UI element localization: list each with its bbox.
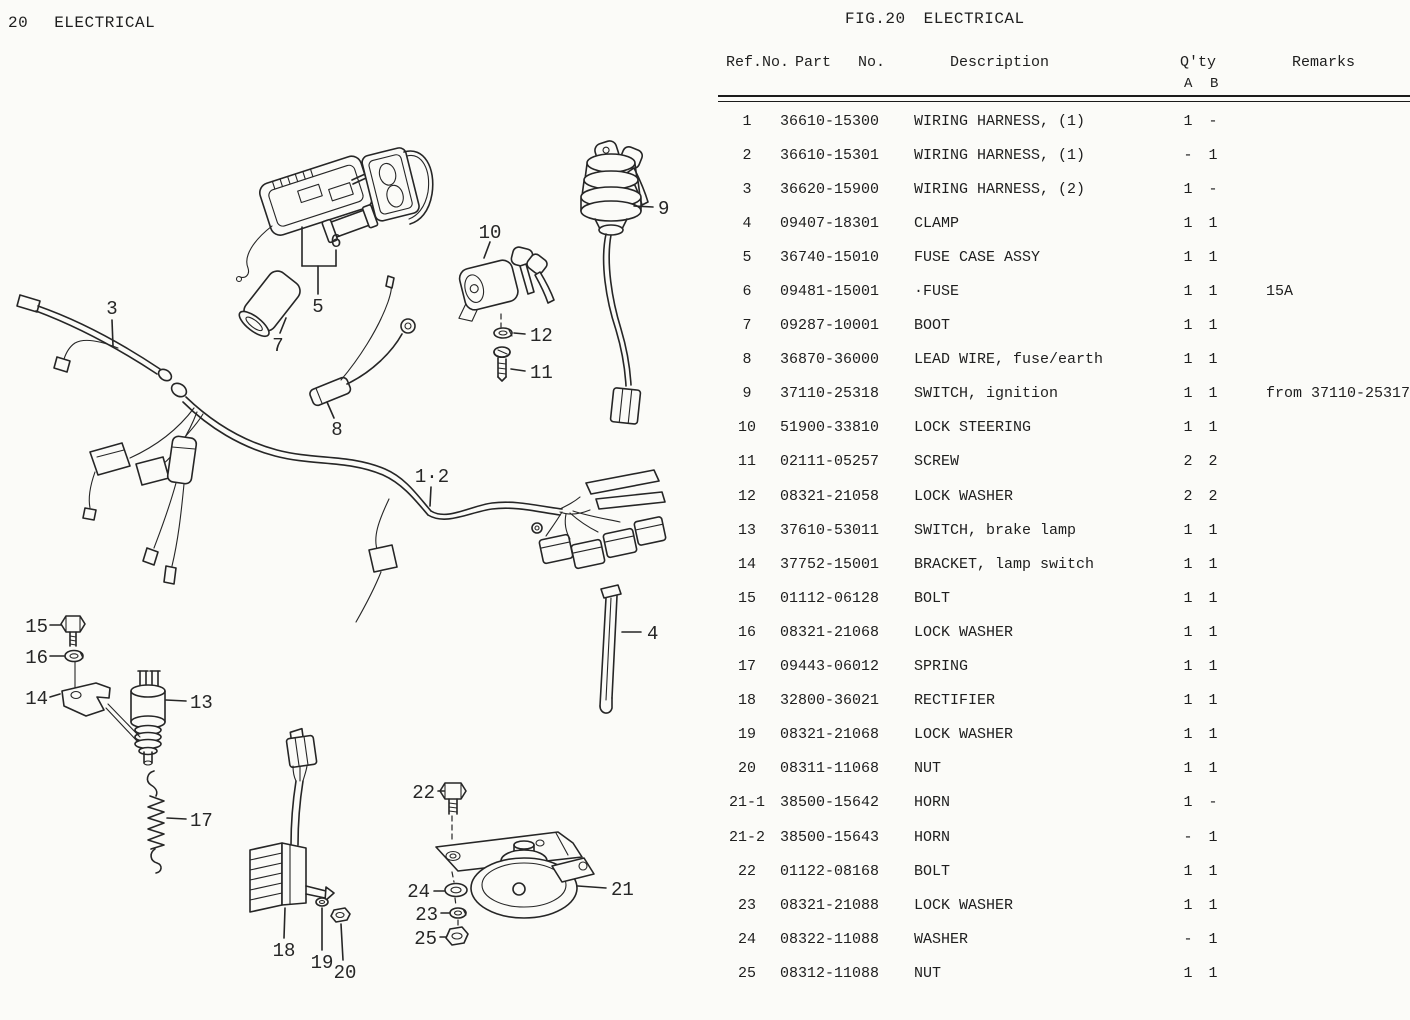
table-row bbox=[718, 956, 1410, 990]
qty-b-cell: 1 bbox=[1208, 896, 1218, 914]
qty-b-cell: 1 bbox=[1208, 964, 1218, 982]
part-no-cell: 51900-33810 bbox=[780, 419, 880, 437]
qty-a-cell: - bbox=[1183, 146, 1193, 164]
part-no-cell: 38500-15643 bbox=[780, 828, 880, 846]
description-cell: NUT bbox=[914, 964, 942, 982]
qty-a-cell: 1 bbox=[1183, 794, 1193, 812]
ref-no-cell: 5 bbox=[742, 248, 752, 266]
callout-3: 3 bbox=[106, 298, 118, 320]
ref-no-cell: 6 bbox=[742, 283, 752, 301]
part-no-cell: 01122-08168 bbox=[780, 862, 880, 880]
lock-washer-part12 bbox=[494, 328, 512, 338]
callout-20: 20 bbox=[333, 962, 357, 984]
part-no-cell: 08311-11068 bbox=[780, 760, 880, 778]
ref-no-cell: 20 bbox=[737, 760, 756, 778]
qty-b-cell: 1 bbox=[1208, 248, 1218, 266]
callout-14: 14 bbox=[25, 688, 48, 710]
qty-b-cell: - bbox=[1208, 794, 1218, 812]
ref-no-cell: 15 bbox=[737, 589, 756, 607]
description-cell: HORN bbox=[914, 828, 951, 846]
bracket-part14 bbox=[62, 683, 140, 741]
col-header-remarks: Remarks bbox=[1292, 54, 1356, 71]
callout-25: 25 bbox=[414, 928, 437, 950]
description-cell: SWITCH, ignition bbox=[914, 385, 1059, 403]
qty-b-cell: 1 bbox=[1208, 726, 1218, 744]
part-no-cell: 01112-06128 bbox=[780, 589, 880, 607]
fuse-case-assy-part5 bbox=[237, 146, 433, 281]
table-row bbox=[718, 309, 1410, 343]
ref-no-cell: 13 bbox=[737, 521, 756, 539]
part-no-cell: 02111-05257 bbox=[780, 453, 880, 471]
table-row bbox=[718, 206, 1410, 240]
col-subheader-qty-a: A bbox=[1184, 76, 1193, 92]
callout-19: 19 bbox=[310, 952, 334, 974]
part-no-cell: 08321-21068 bbox=[780, 726, 880, 744]
qty-b-cell: - bbox=[1208, 112, 1218, 130]
ref-no-cell: 14 bbox=[737, 555, 756, 573]
description-cell: SWITCH, brake lamp bbox=[914, 521, 1077, 539]
part-no-cell: 09407-18301 bbox=[780, 214, 880, 232]
description-cell: WIRING HARNESS, (1) bbox=[914, 112, 1086, 130]
col-header-desc: Description bbox=[950, 54, 1050, 71]
qty-a-cell: - bbox=[1183, 930, 1193, 948]
part-no-cell: 08321-21088 bbox=[780, 896, 880, 914]
qty-b-cell: 1 bbox=[1208, 692, 1218, 710]
table-row bbox=[718, 786, 1410, 820]
qty-b-cell: 1 bbox=[1208, 828, 1218, 846]
description-cell: RECTIFIER bbox=[914, 692, 996, 710]
part-no-cell: 37752-15001 bbox=[780, 555, 880, 573]
table-row bbox=[718, 684, 1410, 718]
part-no-cell: 08321-21068 bbox=[780, 623, 880, 641]
main-wiring-harness-part1-2 bbox=[83, 367, 666, 622]
qty-b-cell: 1 bbox=[1208, 555, 1218, 573]
table-row bbox=[718, 752, 1410, 786]
col-header-no: No. bbox=[858, 54, 886, 71]
qty-a-cell: 1 bbox=[1183, 283, 1193, 301]
ref-no-cell: 16 bbox=[737, 623, 756, 641]
part-no-cell: 37110-25318 bbox=[780, 385, 880, 403]
lead-wire-part8 bbox=[308, 276, 415, 407]
callout-6: 6 bbox=[330, 231, 342, 253]
table-row bbox=[718, 581, 1410, 615]
part-no-cell: 36740-15010 bbox=[780, 248, 880, 266]
description-cell: FUSE CASE ASSY bbox=[914, 248, 1041, 266]
qty-b-cell: 1 bbox=[1208, 351, 1218, 369]
remarks-cell: 15A bbox=[1266, 283, 1294, 301]
col-header-qty: Q'ty bbox=[1180, 54, 1217, 71]
ref-no-cell: 25 bbox=[737, 964, 756, 982]
qty-a-cell: 1 bbox=[1183, 589, 1193, 607]
callout-10: 10 bbox=[478, 222, 502, 244]
description-cell: BOLT bbox=[914, 862, 951, 880]
callout-7: 7 bbox=[272, 335, 284, 357]
qty-a-cell: 1 bbox=[1183, 180, 1193, 198]
part-no-cell: 09287-10001 bbox=[780, 317, 880, 335]
part-no-cell: 09443-06012 bbox=[780, 658, 880, 676]
ref-no-cell: 12 bbox=[737, 487, 756, 505]
ref-no-cell: 1 bbox=[742, 112, 752, 130]
table-row bbox=[718, 820, 1410, 854]
qty-b-cell: 1 bbox=[1208, 419, 1218, 437]
rectifier-part18 bbox=[250, 727, 334, 912]
screw-part11 bbox=[494, 347, 510, 381]
figure-title bbox=[845, 10, 1025, 28]
callout-16: 16 bbox=[25, 647, 48, 669]
description-cell: BOOT bbox=[914, 317, 951, 335]
description-cell: NUT bbox=[914, 760, 942, 778]
table-row bbox=[718, 377, 1410, 411]
ref-no-cell: 10 bbox=[737, 419, 756, 437]
qty-b-cell: 2 bbox=[1208, 453, 1218, 471]
part-no-cell: 36870-36000 bbox=[780, 351, 880, 369]
callout-21: 21 bbox=[611, 879, 634, 901]
ref-no-cell: 9 bbox=[742, 385, 752, 403]
description-cell: WIRING HARNESS, (2) bbox=[914, 180, 1086, 198]
description-cell: SCREW bbox=[914, 453, 960, 471]
lock-washer-part23 bbox=[450, 898, 466, 918]
table-row bbox=[718, 854, 1410, 888]
qty-b-cell: 1 bbox=[1208, 589, 1218, 607]
ref-no-cell: 17 bbox=[737, 658, 756, 676]
qty-a-cell: 1 bbox=[1183, 896, 1193, 914]
callout-4: 4 bbox=[647, 623, 659, 645]
ref-no-cell: 11 bbox=[737, 453, 756, 471]
bolt-part15 bbox=[61, 616, 85, 646]
qty-a-cell: 1 bbox=[1183, 658, 1193, 676]
callout-1-2: 1·2 bbox=[414, 466, 450, 488]
washer-part24 bbox=[445, 872, 467, 897]
bolt-part22 bbox=[440, 783, 466, 842]
qty-a-cell: 1 bbox=[1183, 112, 1193, 130]
ref-no-cell: 3 bbox=[742, 180, 752, 198]
qty-a-cell: 1 bbox=[1183, 419, 1193, 437]
part-no-cell: 08321-21058 bbox=[780, 487, 880, 505]
table-row bbox=[718, 343, 1410, 377]
qty-b-cell: 1 bbox=[1208, 214, 1218, 232]
table-row bbox=[718, 172, 1410, 206]
part-no-cell: 08312-11088 bbox=[780, 964, 880, 982]
table-row bbox=[718, 718, 1410, 752]
callout-12: 12 bbox=[530, 325, 553, 347]
qty-a-cell: 1 bbox=[1183, 862, 1193, 880]
table-row bbox=[718, 104, 1410, 138]
qty-a-cell: 1 bbox=[1183, 623, 1193, 641]
part-no-cell: 38500-15642 bbox=[780, 794, 880, 812]
description-cell: LOCK WASHER bbox=[914, 623, 1014, 641]
table-row bbox=[718, 650, 1410, 684]
callout-22: 22 bbox=[412, 782, 435, 804]
ref-no-cell: 4 bbox=[742, 214, 752, 232]
spring-part17 bbox=[147, 771, 164, 873]
table-row bbox=[718, 615, 1410, 649]
qty-b-cell: 1 bbox=[1208, 658, 1218, 676]
callout-9: 9 bbox=[658, 198, 670, 220]
qty-a-cell: 2 bbox=[1183, 453, 1193, 471]
qty-a-cell: 1 bbox=[1183, 317, 1193, 335]
qty-b-cell: 1 bbox=[1208, 930, 1218, 948]
remarks-cell: from 37110-25317 bbox=[1266, 385, 1410, 403]
qty-b-cell: 1 bbox=[1208, 862, 1218, 880]
qty-a-cell: 1 bbox=[1183, 521, 1193, 539]
ref-no-cell: 19 bbox=[737, 726, 756, 744]
description-cell: BOLT bbox=[914, 589, 951, 607]
ref-no-cell: 22 bbox=[737, 862, 756, 880]
table-row bbox=[718, 138, 1410, 172]
callout-13: 13 bbox=[190, 692, 213, 714]
table-row bbox=[718, 479, 1410, 513]
boot-part7 bbox=[236, 267, 304, 340]
clamp-part4 bbox=[600, 585, 621, 713]
qty-a-cell: 1 bbox=[1183, 385, 1193, 403]
page-section: ELECTRICAL bbox=[54, 14, 156, 32]
nut-part20 bbox=[331, 908, 350, 922]
part-no-cell: 08322-11088 bbox=[780, 930, 880, 948]
brake-lamp-switch-part13 bbox=[131, 671, 165, 765]
qty-a-cell: 1 bbox=[1183, 760, 1193, 778]
description-cell: CLAMP bbox=[914, 214, 960, 232]
qty-b-cell: 1 bbox=[1208, 146, 1218, 164]
figure-name: ELECTRICAL bbox=[923, 10, 1025, 28]
part-no-cell: 37610-53011 bbox=[780, 521, 880, 539]
qty-a-cell: 1 bbox=[1183, 692, 1193, 710]
part-no-cell: 32800-36021 bbox=[780, 692, 880, 710]
qty-b-cell: 1 bbox=[1208, 760, 1218, 778]
description-cell: LOCK WASHER bbox=[914, 487, 1014, 505]
qty-a-cell: 1 bbox=[1183, 964, 1193, 982]
qty-b-cell: 1 bbox=[1208, 283, 1218, 301]
description-cell: SPRING bbox=[914, 658, 969, 676]
figure-no: FIG.20 bbox=[845, 10, 906, 28]
ref-no-cell: 24 bbox=[737, 930, 756, 948]
description-cell: HORN bbox=[914, 794, 951, 812]
table-row bbox=[718, 411, 1410, 445]
col-header-ref: Ref.No. bbox=[726, 54, 790, 71]
table-row bbox=[718, 922, 1410, 956]
ref-no-cell: 7 bbox=[742, 317, 752, 335]
table-row bbox=[718, 240, 1410, 274]
callout-17: 17 bbox=[190, 810, 213, 832]
col-header-part: Part bbox=[795, 54, 832, 71]
parts-diagram bbox=[0, 0, 700, 1020]
part-no-cell: 36610-15300 bbox=[780, 112, 880, 130]
description-cell: WIRING HARNESS, (1) bbox=[914, 146, 1086, 164]
qty-a-cell: 1 bbox=[1183, 555, 1193, 573]
qty-b-cell: 1 bbox=[1208, 317, 1218, 335]
description-cell: LOCK WASHER bbox=[914, 896, 1014, 914]
qty-b-cell: 2 bbox=[1208, 487, 1218, 505]
callout-5: 5 bbox=[312, 296, 324, 318]
callout-18: 18 bbox=[272, 940, 296, 962]
table-rows bbox=[718, 104, 1410, 990]
description-cell: LOCK STEERING bbox=[914, 419, 1032, 437]
callout-15: 15 bbox=[25, 616, 48, 638]
description-cell: LOCK WASHER bbox=[914, 726, 1014, 744]
qty-a-cell: 1 bbox=[1183, 248, 1193, 266]
header-double-rule bbox=[718, 95, 1410, 102]
nut-part25 bbox=[446, 920, 468, 945]
qty-b-cell: 1 bbox=[1208, 623, 1218, 641]
description-cell: WASHER bbox=[914, 930, 969, 948]
part-no-cell: 36610-15301 bbox=[780, 146, 880, 164]
table-row bbox=[718, 513, 1410, 547]
page-number: 20 bbox=[8, 14, 29, 32]
ref-no-cell: 8 bbox=[742, 351, 752, 369]
callout-23: 23 bbox=[415, 904, 438, 926]
table-row bbox=[718, 888, 1410, 922]
ref-no-cell: 23 bbox=[737, 896, 756, 914]
description-cell: ·FUSE bbox=[914, 283, 960, 301]
qty-a-cell: 1 bbox=[1183, 351, 1193, 369]
qty-b-cell: - bbox=[1208, 180, 1218, 198]
wiring-harness-2-part3 bbox=[17, 295, 160, 374]
part-no-cell: 09481-15001 bbox=[780, 283, 880, 301]
parts-table bbox=[718, 40, 1410, 1015]
ref-no-cell: 21-2 bbox=[728, 828, 765, 846]
part-no-cell: 36620-15900 bbox=[780, 180, 880, 198]
col-subheader-qty-b: B bbox=[1210, 76, 1219, 92]
qty-b-cell: 1 bbox=[1208, 521, 1218, 539]
lock-washer-part16 bbox=[65, 651, 83, 689]
table-row bbox=[718, 547, 1410, 581]
qty-a-cell: 1 bbox=[1183, 726, 1193, 744]
ignition-switch-part9 bbox=[581, 139, 648, 424]
lock-washer-part19 bbox=[316, 898, 328, 906]
qty-a-cell: - bbox=[1183, 828, 1193, 846]
description-cell: LEAD WIRE, fuse/earth bbox=[914, 351, 1104, 369]
qty-a-cell: 1 bbox=[1183, 214, 1193, 232]
qty-b-cell: 1 bbox=[1208, 385, 1218, 403]
ref-no-cell: 2 bbox=[742, 146, 752, 164]
description-cell: BRACKET, lamp switch bbox=[914, 555, 1095, 573]
table-row bbox=[718, 274, 1410, 308]
ref-no-cell: 18 bbox=[737, 692, 756, 710]
callout-11: 11 bbox=[530, 362, 553, 384]
callout-24: 24 bbox=[407, 881, 430, 903]
lock-steering-part10 bbox=[448, 246, 554, 327]
table-row bbox=[718, 445, 1410, 479]
qty-a-cell: 2 bbox=[1183, 487, 1193, 505]
callout-8: 8 bbox=[331, 419, 343, 441]
ref-no-cell: 21-1 bbox=[728, 794, 765, 812]
